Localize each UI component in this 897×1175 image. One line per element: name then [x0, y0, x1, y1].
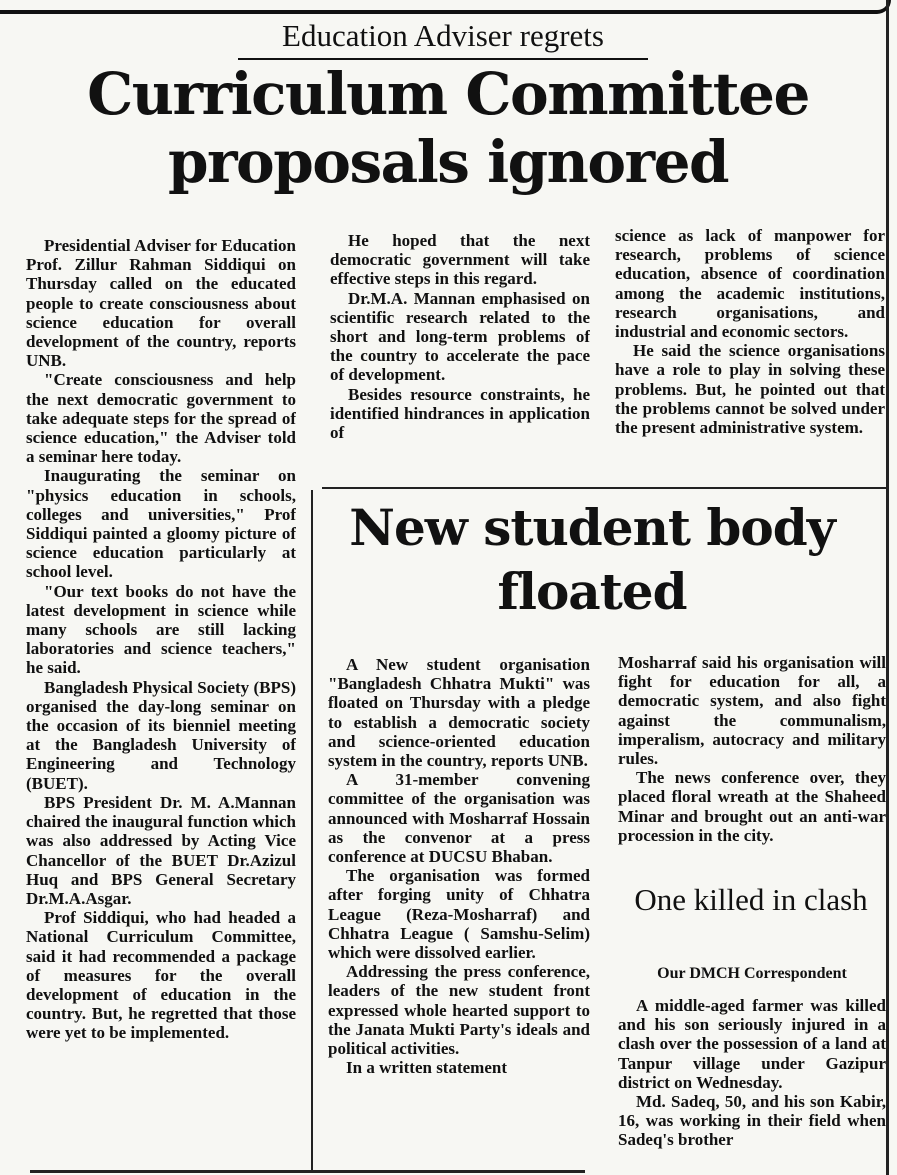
paragraph: Presidential Adviser for Education Prof. Zillur Rahman Siddiqui on Thursday called on the educated people to create consciousness about science education for overall development of the country, reports UNB. [26, 236, 296, 371]
story1-column-1 [26, 236, 296, 1166]
paragraph: Md. Sadeq, 50, and his son Kabir, 16, was working in their field when Sadeq's brother [618, 1092, 886, 1150]
paragraph: Prof Siddiqui, who had headed a National Curriculum Committee, said it had recommended a package of measures for the overall development of education in the country. But, he regretted that those were yet to be implemented. [26, 908, 296, 1043]
story-divider [322, 487, 886, 489]
story1-kicker: Education Adviser regrets [238, 14, 648, 60]
story2-column-1 [328, 655, 590, 1165]
paragraph: Dr.M.A. Mannan emphasised on scientific research related to the short and long-term problems of the country to accelerate the pace of development. [330, 288, 590, 385]
paragraph: He said the science organisations have a role to play in solving these problems. But, he pointed out that the problems cannot be solved under the present administrative system. [615, 341, 885, 438]
story2-headline: New student body floated [349, 498, 835, 621]
paragraph: Addressing the press conference, leaders of the new student front expressed whole hearted support to the Janata Mukti Party's ideals and political activities. [328, 962, 590, 1059]
paragraph: Besides resource constraints, he identified hindrances in application of [330, 384, 590, 443]
story2-column-2 [618, 653, 886, 868]
paragraph: The news conference over, they placed floral wreath at the Shaheed Minar and brought out an anti-war procession in the city. [618, 768, 886, 845]
paragraph: science as lack of manpower for research, problems of science education, absence of coordination among the academic institutions, research organisations, and industrial and economic sectors. [615, 226, 885, 342]
paragraph: In a written statement [346, 1058, 507, 1078]
paragraph: "Our text books do not have the latest development in science while many schools are still lacking laboratories and science teachers," he said. [26, 581, 296, 678]
story3-headline: One killed in clash [634, 882, 868, 917]
column-divider [311, 490, 313, 1170]
story1-column-3 [615, 226, 885, 476]
paragraph: "Create consciousness and help the next democratic government to take adequate steps for the spread of science education," the Adviser told a seminar here today. [26, 370, 296, 467]
paragraph: Inaugurating the seminar on "physics education in schools, colleges and universities," Prof Siddiqui painted a gloomy picture of science education particularly at school level. [26, 466, 296, 582]
story1-headline: Curriculum Committee proposals ignored [87, 60, 809, 196]
bottom-rule [30, 1170, 585, 1173]
story3-column [618, 996, 886, 1175]
paragraph: The organisation was formed after forging unity of Chhatra League (Reza-Mosharraf) and Chhatra League ( Samshu-Selim) which were dissolved earlier. [328, 866, 590, 963]
paragraph: A New student organisation "Bangladesh Chhatra Mukti" was floated on Thursday with a pledge to establish a democratic society and science-oriented education system in the country, reports UNB. [328, 655, 590, 771]
right-column-rule [886, 0, 889, 1175]
paragraph: A middle-aged farmer was killed and his son seriously injured in a clash over the possession of a land at Tanpur village under Gazipur district on Wednesday. [618, 996, 886, 1092]
top-border-rule [0, 0, 891, 14]
story3-byline: Our DMCH Correspondent [657, 965, 847, 982]
paragraph: A 31-member convening committee of the organisation was announced with Mosharraf Hossain as the convenor at a press conference at DUCSU Bhaban. [328, 770, 590, 867]
paragraph: BPS President Dr. M. A.Mannan chaired the inaugural function which was also addressed by Acting Vice Chancellor of the BUET Dr.Azizul Huq and BPS General Secretary Dr.M.A.Asgar. [26, 792, 296, 908]
story1-column-2 [330, 231, 590, 481]
paragraph: Mosharraf said his organisation will fight for education for all, a democratic system, and also fight against the communalism, imperalism, autocracy and military rules. [618, 653, 886, 769]
paragraph: He hoped that the next democratic government will take effective steps in this regard. [330, 231, 590, 289]
paragraph: Bangladesh Physical Society (BPS) organised the day-long seminar on the occasion of its bienniel meeting at the Bangladesh University of Engineering and Technology (BUET). [26, 677, 296, 793]
